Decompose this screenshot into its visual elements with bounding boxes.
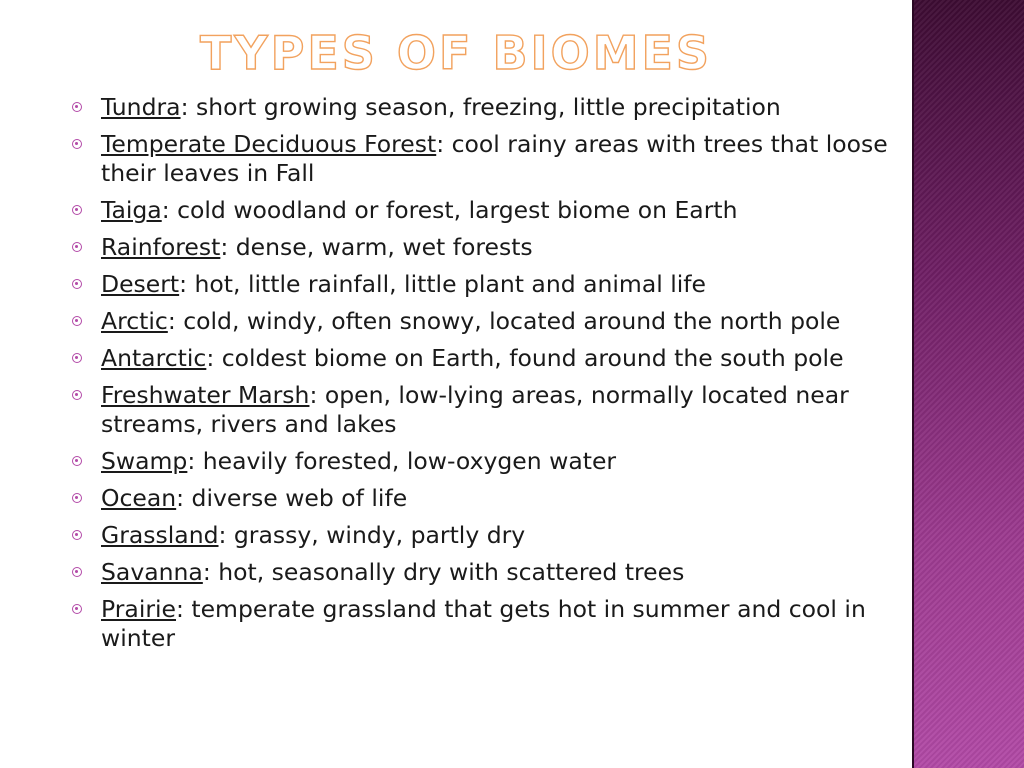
biome-description: : short growing season, freezing, little precipitation [180,93,781,121]
bullet-icon [72,567,82,577]
bullet-icon [72,139,82,149]
biome-list [72,93,902,661]
list-item [72,447,902,476]
biome-description: : open, low-lying areas, normally located near streams, rivers and lakes [101,381,849,438]
list-item [72,484,902,513]
biome-term: Ocean [101,484,177,512]
biome-description: : hot, seasonally dry with scattered trees [202,558,685,586]
list-item [72,344,902,373]
title-area [0,0,912,100]
biome-description: : temperate grassland that gets hot in summer and cool in winter [101,595,866,652]
biome-description: : diverse web of life [176,484,408,512]
biome-term: Tundra [101,93,181,121]
bullet-icon [72,353,82,363]
decorative-side-band [912,0,1024,768]
list-item [72,233,902,262]
list-item [72,196,902,225]
biome-description: : hot, little rainfall, little plant and animal life [179,270,707,298]
bullet-icon [72,242,82,252]
biome-term: Arctic [101,307,168,335]
slide-title-text: TYPES OF BIOMES [199,26,713,80]
biome-term: Savanna [101,558,203,586]
list-item [72,521,902,550]
bullet-icon [72,279,82,289]
biome-description: : cool rainy areas with trees that loose their leaves in Fall [101,130,888,187]
bullet-icon [72,493,82,503]
biome-term: Freshwater Marsh [101,381,310,409]
biome-term: Desert [101,270,180,298]
list-item [72,130,902,188]
biome-description: : heavily forested, low-oxygen water [187,447,617,475]
biome-term: Grassland [101,521,219,549]
list-item [72,93,902,122]
biome-description: : cold woodland or forest, largest biome on Earth [161,196,738,224]
bullet-icon [72,456,82,466]
bullet-icon [72,604,82,614]
bullet-icon [72,102,82,112]
list-item [72,270,902,299]
list-item [72,558,902,587]
biome-term: Swamp [101,447,188,475]
slide-title [0,26,912,80]
biome-description: : cold, windy, often snowy, located around the north pole [167,307,841,335]
biome-term: Antarctic [101,344,207,372]
bullet-icon [72,530,82,540]
biome-term: Prairie [101,595,176,623]
list-item [72,307,902,336]
biome-term: Rainforest [101,233,221,261]
biome-term: Taiga [101,196,162,224]
list-item [72,381,902,439]
biome-description: : grassy, windy, partly dry [218,521,526,549]
bullet-icon [72,390,82,400]
bullet-icon [72,205,82,215]
list-item [72,595,902,653]
bullet-icon [72,316,82,326]
biome-description: : dense, warm, wet forests [220,233,533,261]
biome-description: : coldest biome on Earth, found around the south pole [206,344,844,372]
biome-term: Temperate Deciduous Forest [101,130,437,158]
